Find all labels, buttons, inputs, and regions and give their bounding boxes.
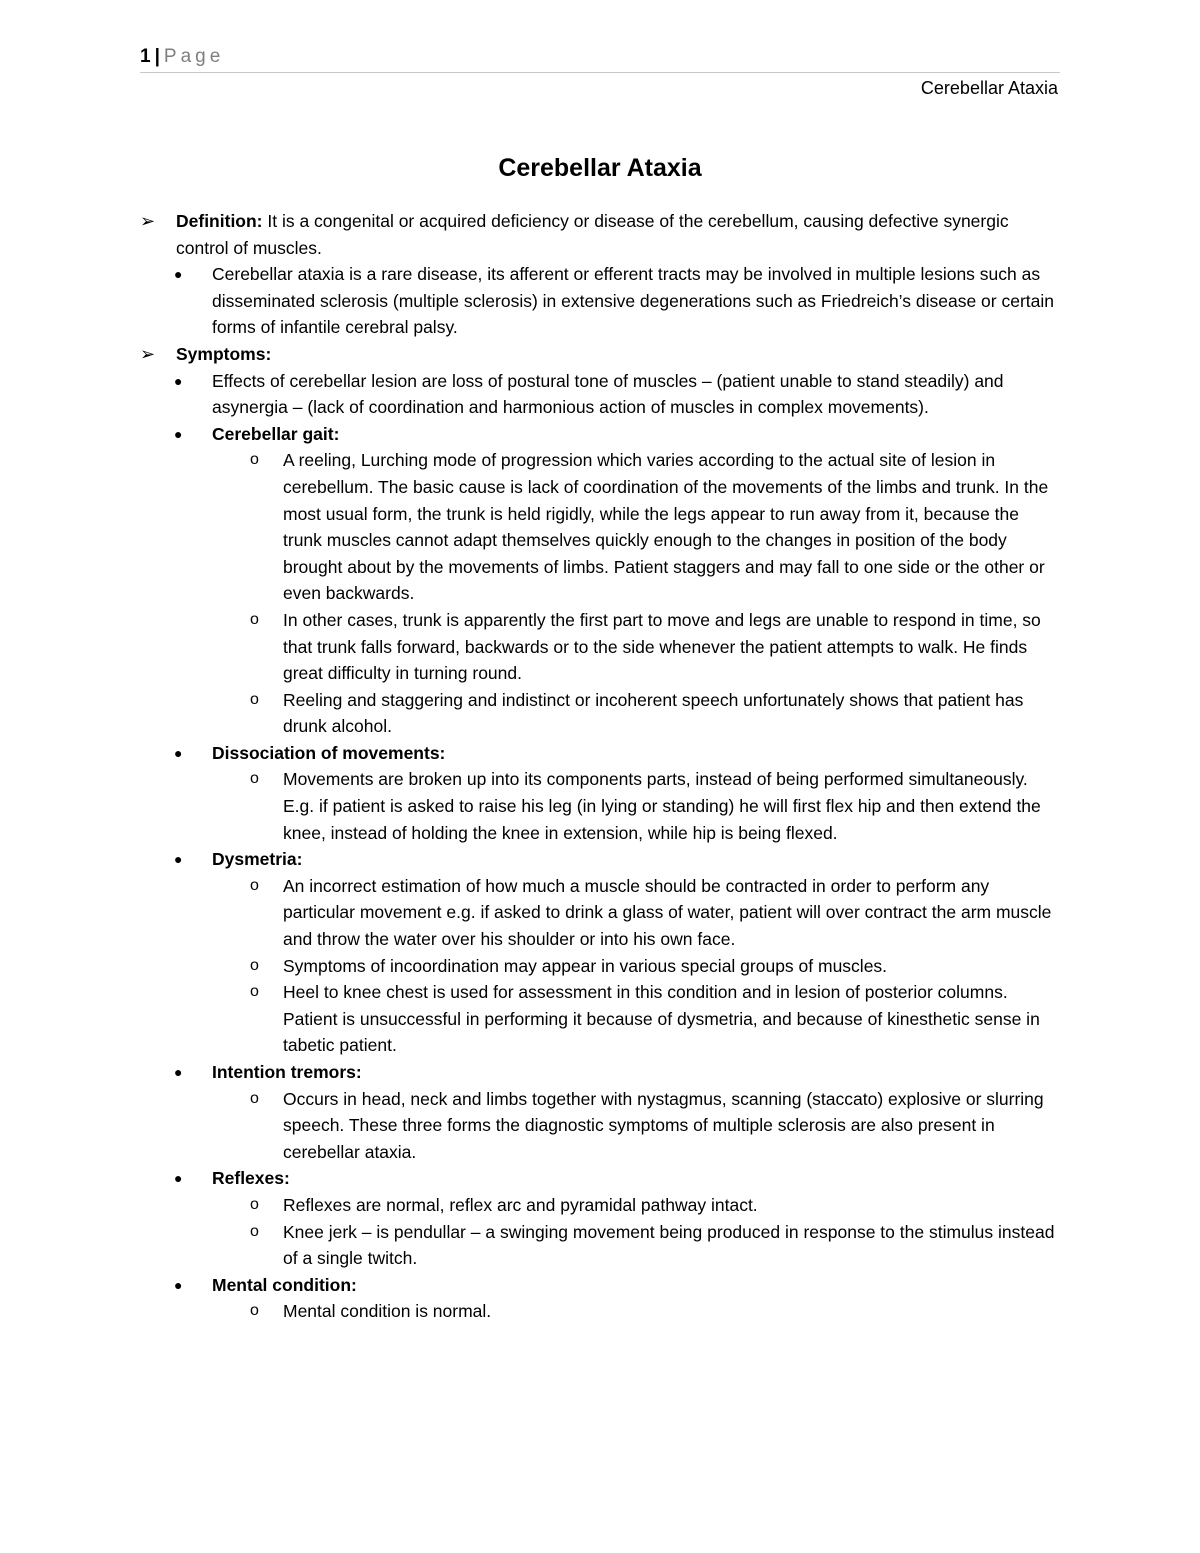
dissociation-subitem <box>140 766 1060 846</box>
circle-bullet-icon: o <box>250 1195 259 1213</box>
dysmetria-heading <box>140 846 1060 873</box>
dysmetria-label: Dysmetria: <box>212 849 303 870</box>
reflexes-label: Reflexes: <box>212 1168 290 1189</box>
dissociation-heading <box>140 740 1060 767</box>
reflexes-subitem-text: Knee jerk – is pendullar – a swinging movement being produced in response to the stimulus instead of a single twitch. <box>283 1221 1055 1269</box>
arrow-bullet-icon: ➢ <box>140 343 156 364</box>
gait-heading <box>140 421 1060 448</box>
dissociation-label: Dissociation of movements: <box>212 742 446 763</box>
bullet-dot-icon: ● <box>174 1276 183 1293</box>
bullet-dot-icon: ● <box>174 266 183 283</box>
circle-bullet-icon: o <box>250 610 259 628</box>
dysmetria-subitem <box>140 953 1060 980</box>
symptoms-intro-bullet <box>140 368 1060 421</box>
circle-bullet-icon: o <box>250 1089 259 1107</box>
bullet-dot-icon: ● <box>174 425 183 442</box>
tremors-heading <box>140 1059 1060 1086</box>
dysmetria-subitem-text: An incorrect estimation of how much a muscle should be contracted in order to perform any particular movement e.g. if asked to drink a glass of water, patient will over contract the arm muscle and throw the water over his shoulder or into his own face. <box>283 875 1052 950</box>
bullet-dot-icon: ● <box>174 1064 183 1080</box>
definition-item <box>140 208 1060 261</box>
dysmetria-subitem-text: Heel to knee chest is used for assessment in this condition and in lesion of posterior columns. Patient is unsuccessful in performing it because of dysmetria, and because of kinesthetic sense in tabetic patient. <box>283 982 1040 1056</box>
gait-subitem-text: Reeling and staggering and indistinct or incoherent speech unfortunately shows that patient has drunk alcohol. <box>283 689 1024 737</box>
gait-subitem <box>140 447 1060 607</box>
tremors-subitem-text: Occurs in head, neck and limbs together with nystagmus, scanning (staccato) explosive or slurring speech. These three forms the diagnostic symptoms of multiple sclerosis are also present in cerebellar ataxia. <box>283 1088 1044 1162</box>
gait-subitem-text: A reeling, Lurching mode of progression which varies according to the actual site of lesion in cerebellum. The basic cause is lack of coordination of the movements of the limbs and trunk. In the most usual form, the trunk is held rigidly, while the legs appear to run away from it, because the trunk muscles cannot adapt themselves quickly enough to the changes in position of the body brought about by the movements of limbs. Patient staggers and may fall to one side or the other or even backwards. <box>283 450 1049 604</box>
tremors-label: Intention tremors: <box>212 1062 362 1082</box>
gait-subitem-text: In other cases, trunk is apparently the first part to move and legs are unable to respond in time, so that trunk falls forward, backwards or to the side whenever the patient attempts to walk. He finds great difficulty in turning round. <box>283 609 1041 684</box>
symptoms-label: Symptoms: <box>176 343 272 364</box>
page-separator: | <box>154 46 160 67</box>
definition-text: It is a congenital or acquired deficiency or disease of the cerebellum, causing defective synergic control of muscles. <box>176 211 1009 258</box>
reflexes-subitem <box>140 1219 1060 1272</box>
definition-label: Definition: <box>176 211 263 231</box>
circle-bullet-icon: o <box>250 876 259 894</box>
circle-bullet-icon: o <box>250 770 259 788</box>
dissociation-subitem-text: Movements are broken up into its components parts, instead of being performed simultaneously. E.g. if patient is asked to raise his leg (in lying or standing) he will first flex hip and then extend the knee, instead of holding the knee in extension, while hip is being flexed. <box>283 769 1041 843</box>
circle-bullet-icon: o <box>250 451 259 469</box>
gait-label: Cerebellar gait: <box>212 423 340 444</box>
reflexes-heading <box>140 1165 1060 1192</box>
mental-heading <box>140 1272 1060 1299</box>
symptoms-item <box>140 341 1060 368</box>
circle-bullet-icon: o <box>250 690 259 708</box>
definition-bullet <box>140 261 1060 341</box>
page-label: Page <box>163 46 225 67</box>
circle-bullet-icon: o <box>250 983 259 1001</box>
mental-subitem-text: Mental condition is normal. <box>283 1301 492 1322</box>
dysmetria-subitem <box>140 873 1060 953</box>
dysmetria-subitem <box>140 979 1060 1059</box>
circle-bullet-icon: o <box>250 1222 259 1240</box>
dysmetria-subitem-text: Symptoms of incoordination may appear in various special groups of muscles. <box>283 955 888 976</box>
page-header <box>140 44 1060 73</box>
reflexes-subitem-text: Reflexes are normal, reflex arc and pyramidal pathway intact. <box>283 1194 758 1215</box>
reflexes-subitem <box>140 1192 1060 1219</box>
definition-bullet-text: Cerebellar ataxia is a rare disease, its afferent or efferent tracts may be involved in multiple lesions such as disseminated sclerosis (multiple sclerosis) in extensive degenerations such as Friedreich’s disease or certain forms of infantile cerebral palsy. <box>212 264 1054 338</box>
mental-subitem <box>140 1298 1060 1325</box>
running-title: Cerebellar Ataxia <box>920 78 1058 98</box>
circle-bullet-icon: o <box>250 1302 259 1320</box>
bullet-dot-icon: ● <box>174 372 183 389</box>
gait-subitem <box>140 687 1060 740</box>
document-body <box>140 208 1060 1325</box>
circle-bullet-icon: o <box>250 956 259 974</box>
bullet-dot-icon: ● <box>174 744 183 761</box>
bullet-dot-icon: ● <box>174 1170 183 1187</box>
tremors-subitem <box>140 1086 1060 1166</box>
symptoms-intro-text: Effects of cerebellar lesion are loss of postural tone of muscles – (patient unable to stand steadily) and asynergia – (lack of coordination and harmonious action of muscles in complex movements). <box>212 370 1004 418</box>
arrow-bullet-icon: ➢ <box>140 211 156 231</box>
gait-subitem <box>140 607 1060 687</box>
mental-label: Mental condition: <box>212 1274 357 1295</box>
bullet-dot-icon: ● <box>174 851 183 868</box>
document-title: Cerebellar Ataxia <box>498 154 702 182</box>
page-number: 1 <box>140 46 151 67</box>
